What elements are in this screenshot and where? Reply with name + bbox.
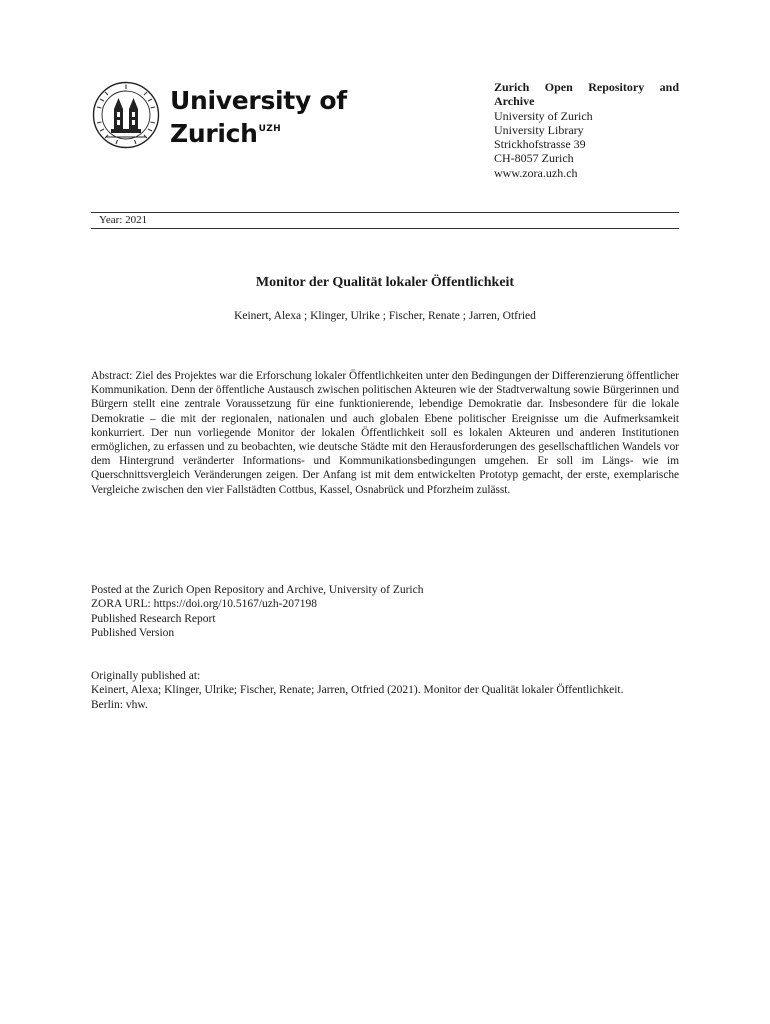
citation-line: Berlin: vhw. [91,698,148,711]
original-label: Originally published at: [91,670,201,682]
logo-superscript: UZH [258,124,281,134]
publication-version: Published Version [91,626,175,639]
divider-bottom [91,228,679,229]
repository-address [494,80,679,180]
repository-line: University Library [494,122,584,137]
authors: Keinert, Alexa ; Klinger, Ulrike ; Fischer, Renate ; Jarren, Otfried [234,310,536,322]
document-title: Monitor der Qualität lokaler Öffentlichkeit [255,275,515,290]
logo-line-1: University of [170,86,347,115]
year-label: Year: 2021 [99,214,148,226]
repository-line: Strickhofstrasse 39 [494,137,586,152]
posted-line: Posted at the Zurich Open Repository and Archive, University of Zurich [91,584,424,596]
logo-zurich: Zurich [170,119,258,148]
repository-line: CH-8057 Zurich [494,151,574,166]
publication-type: Published Research Report [91,612,216,625]
citation-line: Keinert, Alexa; Klinger, Ulrike; Fischer, Renate; Jarren, Otfried (2021). Monitor der Qualität lokaler Öffentlichkeit. [91,684,624,697]
university-logo-wordmark [170,86,347,148]
zora-url[interactable]: ZORA URL: https://doi.org/10.5167/uzh-207198 [91,598,317,611]
repository-line: University of Zurich [494,108,593,123]
repository-title: Zurich Open Repository and Archive [494,80,679,109]
posted-info [91,583,679,640]
logo-line-2 [170,115,347,148]
divider-top [91,212,679,213]
original-publication [91,669,679,712]
university-seal-icon [92,81,160,149]
abstract: Abstract: Ziel des Projektes war die Erforschung lokaler Öffentlichkeiten unter den Bedingungen der Differenzierung öffentlicher Kommunikation. Denn der öffentliche Austausch zwischen politischen Akteuren wie der Stadtverwaltung sowie Bürgerinnen und Bürgern stellt eine zentrale Voraussetzung für eine funktionierende, lebendige Demokratie dar. Insbesondere für die lokale Demokratie – die mit der regionalen, nationalen und auch globalen Ebene politischer Ereignisse um die Aufmerksamkeit konkurriert. Der nun vorliegende Monitor der lokalen Öffentlichkeit soll es lokalen Akteuren und anderen Institutionen ermöglichen, zu erfassen und zu beobachten, wie deutsche Städte mit den Herausforderungen des gesellschaftlichen Wandels vor dem Hintergrund veränderter Informations- und Kommunikationsbedingungen umgehen. Er soll im Längs- wie im Querschnittsvergleich Veränderungen zeigen. Der Anfang ist mit dem entwickelten Prototyp gemacht, der erste, exemplarische Vergleiche zwischen den vier Fallstädten Cottbus, Kassel, Osnabrück und Pforzheim zulässt. [91,370,679,496]
repository-url[interactable]: www.zora.uzh.ch [494,165,578,180]
